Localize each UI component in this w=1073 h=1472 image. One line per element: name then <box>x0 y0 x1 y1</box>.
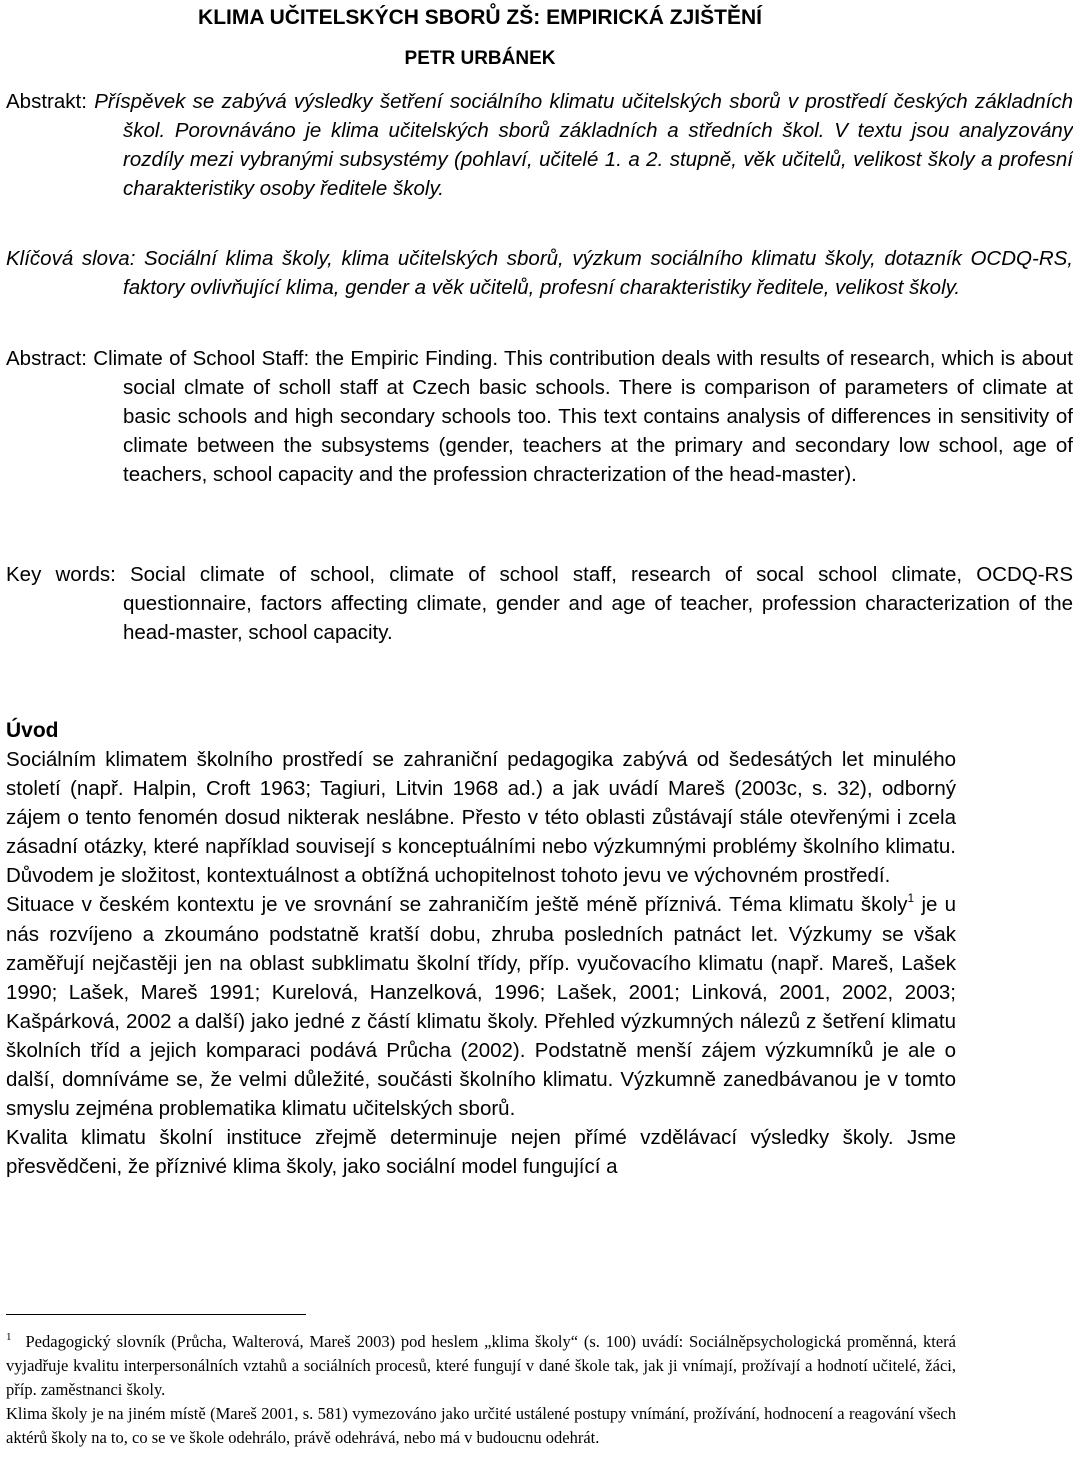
footnote-divider <box>6 1314 306 1315</box>
keywords-cz-label: Klíčová slova: <box>6 247 136 270</box>
footnote-ref: 1 <box>907 891 915 906</box>
intro-body <box>6 745 956 1181</box>
keywords-cz <box>6 244 1073 302</box>
section-heading: Úvod <box>6 719 59 742</box>
intro-paragraph-3: Kvalita klimatu školní instituce zřejmě determinuje nejen přímé vzdělávací výsledky školy. Jsme přesvědčeni, že příznivé klima školy, jako sociální model fungující a <box>6 1126 956 1179</box>
intro-paragraph-2-start: Situace v českém kontextu je ve srovnání se zahraničím ještě méně příznivá. Téma klimatu školy <box>6 893 908 917</box>
footnote-paragraph-2: Klima školy je na jiném místě (Mareš 2001, s. 581) vymezováno jako určité ustálené postupy vnímání, prožívání, hodnocení a reagování všech aktérů školy na to, co se ve škole odehrálo, právě odehrává, nebo má v budoucnu odehrát. <box>6 1404 956 1447</box>
keywords-en-text: Social climate of school, climate of school staff, research of socal school climate, OCDQ-RS questionnaire, factors affecting climate, gender and age of teacher, profession characterization of the head-master, school capacity. <box>123 563 1073 644</box>
abstract-cz <box>6 87 1073 203</box>
intro-paragraph-2 <box>6 890 956 1123</box>
paper-title: KLIMA UČITELSKÝCH SBORŮ ZŠ: EMPIRICKÁ ZJIŠTĚNÍ <box>198 6 762 29</box>
abstract-en-label: Abstract: <box>6 347 87 370</box>
keywords-en <box>6 560 1073 647</box>
footnote-mark: 1 <box>6 1331 12 1343</box>
footnote <box>6 1330 956 1450</box>
footnote-text-1: Pedagogický slovník (Průcha, Walterová, Mareš 2003) pod heslem „klima školy“ (s. 100) uvádí: Sociálněpsychologická proměnná, která vyjadřuje kvalitu interpersonálních vztahů a sociálních procesů, které fungují v dané škole tak, jak ji vnímají, prožívají a hodnotí učitelé, žáci, příp. zaměstnanci školy. <box>6 1332 956 1399</box>
abstract-cz-label: Abstrakt: <box>6 90 87 113</box>
keywords-en-label: Key words: <box>6 563 116 586</box>
keywords-cz-text: Sociální klima školy, klima učitelských sborů, výzkum sociálního klimatu školy, dotazník OCDQ-RS, faktory ovlivňující klima, gender a věk učitelů, profesní charakteristiky ředitele, velikost školy. <box>123 247 1073 299</box>
abstract-en-text: Climate of School Staff: the Empiric Finding. This contribution deals with results of research, which is about social clmate of scholl staff at Czech basic schools. There is comparison of parameters of climate at basic schools and high secondary schools too. This text contains analysis of differences in sensitivity of climate between the subsystems (gender, teachers at the primary and secondary low school, age of teachers, school capacity and the profession chracterization of the head-master). <box>93 347 1073 486</box>
author-name: PETR URBÁNEK <box>404 48 556 69</box>
abstract-en <box>6 344 1073 489</box>
abstract-cz-text: Příspěvek se zabývá výsledky šetření sociálního klimatu učitelských sborů v prostředí českých základních škol. Porovnáváno je klima učitelských sborů základních a středních škol. V textu jsou analyzovány rozdíly mezi vybranými subsystémy (pohlaví, učitelé 1. a 2. stupně, věk učitelů, velikost školy a profesní charakteristiky osoby ředitele školy. <box>94 90 1073 200</box>
intro-paragraph-1: Sociálním klimatem školního prostředí se zahraniční pedagogika zabývá od šedesátých let minulého století (např. Halpin, Croft 1963; Tagiuri, Litvin 1968 ad.) a jak uvádí Mareš (2003c, s. 32), odborný zájem o tento fenomén dosud nikterak neslábne. Přesto v této oblasti zůstávají stále otevřenými i zcela zásadní otázky, které například souvisejí s konceptuálními nebo výzkumnými problémy školního klimatu. Důvodem je složitost, kontextuálnost a obtížná uchopitelnost tohoto jevu ve výchovném prostředí. <box>6 748 956 888</box>
footnote-paragraph-1 <box>6 1330 956 1402</box>
intro-paragraph-2-rest: je u nás rozvíjeno a zkoumáno podstatně kratší dobu, zhruba posledních patnáct let. Výzkumy se však zaměřují nejčastěji jen na oblast subklimatu školní třídy, příp. vyučovacího klimatu (např. Mareš, Lašek 1990; Lašek, Mareš 1991; Kurelová, Hanzelková, 1996; Lašek, 2001; Linková, 2001, 2002, 2003; Kašpárková, 2002 a další) jako jedné z částí klimatu školy. Přehled výzkumných nálezů z šetření klimatu školních tříd a jejich komparaci podává Průcha (2002). Podstatně menší zájem výzkumníků je ale o další, domníváme se, že velmi důležité, součásti školního klimatu. Výzkumně zanedbávanou je v tomto smyslu zejména problematika klimatu učitelských sborů. <box>6 893 957 1121</box>
